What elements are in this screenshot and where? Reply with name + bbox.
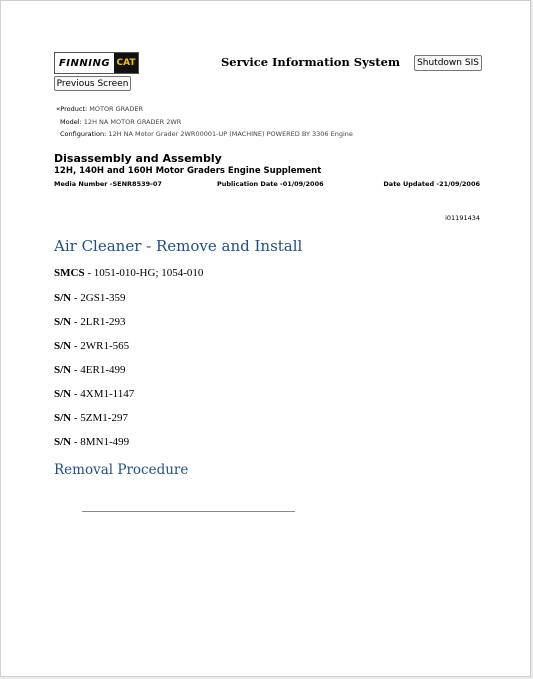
configuration-value: 12H NA Motor Grader 2WR00001-UP (MACHINE) POWERED BY 3306 Engine bbox=[108, 130, 353, 138]
section-heading: Air Cleaner - Remove and Install bbox=[54, 237, 303, 255]
smcs-value: - 1051-010-HG; 1054-010 bbox=[84, 267, 204, 279]
sn-label: S/N bbox=[54, 292, 72, 304]
back-arrow-icon[interactable]: « bbox=[56, 105, 61, 113]
finning-cat-logo bbox=[54, 52, 139, 74]
serial-line bbox=[54, 388, 134, 400]
logo-finning-text: FINNING bbox=[58, 57, 111, 69]
model-value: 12H NA MOTOR GRADER 2WR bbox=[83, 118, 182, 126]
sn-label: S/N bbox=[54, 316, 72, 328]
serial-line bbox=[54, 316, 126, 328]
serial-range: - 2LR1-293 bbox=[71, 316, 126, 328]
product-label: Product: bbox=[60, 105, 88, 113]
model-label: Model: bbox=[60, 118, 82, 126]
divider bbox=[82, 511, 295, 512]
smcs-line bbox=[54, 267, 203, 279]
serial-line bbox=[54, 364, 126, 376]
sn-label: S/N bbox=[54, 364, 72, 376]
media-number: Media Number -SENR8539-07 bbox=[54, 180, 162, 188]
document-subtitle: 12H, 140H and 160H Motor Graders Engine Supplement bbox=[54, 166, 322, 176]
product-line bbox=[56, 105, 143, 113]
configuration-label: Configuration: bbox=[60, 130, 107, 138]
previous-screen-button[interactable]: Previous Screen bbox=[54, 76, 131, 91]
date-updated: Date Updated -21/09/2006 bbox=[383, 180, 480, 188]
configuration-line bbox=[60, 130, 353, 138]
document-title: Disassembly and Assembly bbox=[54, 152, 222, 165]
product-value: MOTOR GRADER bbox=[89, 105, 144, 113]
subsection-heading: Removal Procedure bbox=[54, 462, 189, 478]
sn-label: S/N bbox=[54, 436, 72, 448]
document-id: i01191434 bbox=[445, 214, 480, 222]
publication-date: Publication Date -01/09/2006 bbox=[217, 180, 324, 188]
serial-line bbox=[54, 412, 128, 424]
sn-label: S/N bbox=[54, 340, 72, 352]
serial-range: - 4ER1-499 bbox=[71, 364, 126, 376]
serial-line bbox=[54, 340, 129, 352]
serial-range: - 2GS1-359 bbox=[71, 292, 126, 304]
serial-range: - 5ZM1-297 bbox=[71, 412, 128, 424]
serial-line bbox=[54, 292, 126, 304]
serial-range: - 2WR1-565 bbox=[71, 340, 130, 352]
page-title: Service Information System bbox=[221, 55, 401, 69]
smcs-label: SMCS bbox=[54, 267, 85, 279]
sn-label: S/N bbox=[54, 412, 72, 424]
shutdown-sis-button[interactable]: Shutdown SIS bbox=[414, 55, 482, 71]
serial-range: - 4XM1-1147 bbox=[71, 388, 135, 400]
logo-cat-text: CAT bbox=[114, 53, 138, 73]
serial-range: - 8MN1-499 bbox=[71, 436, 130, 448]
sn-label: S/N bbox=[54, 388, 72, 400]
serial-line bbox=[54, 436, 129, 448]
model-line bbox=[60, 118, 181, 126]
